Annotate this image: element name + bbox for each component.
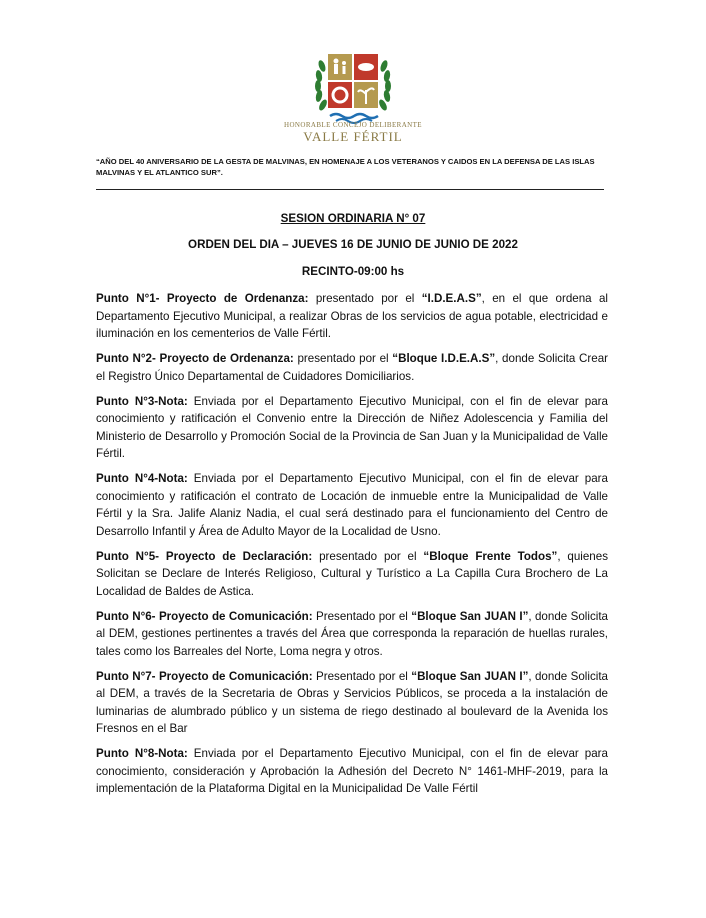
item-text: presentado por el	[308, 292, 422, 305]
item-text: Enviada por el Departamento Ejecutivo Municipal, con el fin de elevar para conocimiento y ratificación el contrato de Locación de inmueble entre la Municipalidad de Valle Fértil y la Sra. Jalife Alaniz Nadia, el cual será destinado para el funcionamiento del Centro de Desarrollo Infantil y Área de Adulto Mayor de la Localidad de Usno.	[96, 472, 608, 538]
item-label: Punto N°1- Proyecto de Ordenanza:	[96, 292, 309, 305]
item-sponsor: “Bloque Frente Todos”	[423, 549, 558, 563]
item-label: Punto N°5- Proyecto de Declaración:	[96, 549, 313, 563]
agenda-item	[96, 393, 608, 463]
motto-text: “AÑO DEL 40 ANIVERSARIO DE LA GESTA DE MALVINAS, EN HOMENAJE A LOS VETERANOS Y CAIDOS EN LA DEFENSA DE LAS ISLAS MALVINAS Y EL ATLANTICO SUR”.	[96, 157, 595, 177]
item-text: Enviada por el Departamento Ejecutivo Municipal, con el fin de elevar para conocimiento y ratificación el Convenio entre la Dirección de Niñez Adolescencia y Familia del Ministerio de Desarrollo y Promoción Social de la Provincia de San Juan y la Municipalidad de Valle Fértil.	[96, 394, 608, 460]
header-divider	[96, 189, 604, 190]
laurel-left-icon	[315, 59, 329, 111]
venue-time: RECINTO-09:00 hs	[301, 265, 405, 278]
session-title: SESION ORDINARIA N° 07	[280, 212, 426, 225]
item-text: , donde Solicita Crear el Registro Único Departamental de Cuidadores Domiciliarios.	[96, 352, 608, 383]
item-label: Punto N°8-Nota:	[96, 747, 188, 760]
agenda-list	[96, 290, 608, 805]
item-text: presentado por el	[293, 352, 393, 365]
item-sponsor: “Bloque I.D.E.A.S”	[392, 352, 496, 365]
item-text: , donde Solicita al DEM, a través de la Secretaria de Obras y Servicios Públicos, se proceda a la instalación de luminarias de alumbrado público y un sistema de riego destinado al boulevard de la Avenida los Fresnos en el Bar	[96, 669, 608, 735]
item-text: , en el que ordena al Departamento Ejecutivo Municipal, a realizar Obras de los servicios de agua potable, electricidad e iluminación en los cementerios de Valle Fértil.	[96, 292, 608, 340]
item-text: Enviada por el Departamento Ejecutivo Municipal, con el fin de elevar para conocimiento, consideración y Aprobación la Adhesión del Decreto N° 1461-MHF-2019, para la implementación de la Plataforma Digital en la Municipalidad De Valle Fértil	[96, 747, 608, 795]
item-text: , quienes Solicitan se Declare de Interés Religioso, Cultural y Turístico a La Capilla Cura Brochero de La Localidad de Baldes de Astica.	[96, 549, 608, 598]
water-icon	[330, 114, 378, 118]
item-sponsor: “Bloque San JUAN I”	[411, 609, 529, 623]
org-name-line2: VALLE FÉRTIL	[303, 129, 403, 144]
agenda-item	[96, 668, 608, 738]
item-text: presentado por el	[312, 549, 424, 563]
agenda-item	[96, 290, 608, 343]
item-label: Punto N°2- Proyecto de Ordenanza:	[96, 352, 294, 365]
agenda-item	[96, 350, 608, 385]
agenda-item	[96, 470, 608, 540]
item-label: Punto N°6- Proyecto de Comunicación:	[96, 609, 313, 623]
item-sponsor: “Bloque San JUAN I”	[411, 669, 529, 683]
item-sponsor: “I.D.E.A.S”	[421, 292, 482, 305]
item-text: Presentado por el	[312, 669, 412, 683]
agenda-item	[96, 745, 608, 798]
item-text: , donde Solicita al DEM, gestiones pertinentes a través del Área que corresponda la reparación de huellas rurales, tales como los Barreales del Norte, Loma negra y otros.	[96, 609, 608, 658]
item-text: Presentado por el	[312, 609, 412, 623]
item-label: Punto N°3-Nota:	[96, 394, 188, 408]
agenda-item	[96, 608, 608, 661]
item-label: Punto N°4-Nota:	[96, 472, 188, 485]
agenda-title: ORDEN DEL DIA – JUEVES 16 DE JUNIO DE JUNIO DE 2022	[188, 238, 518, 251]
laurel-right-icon	[378, 59, 392, 111]
org-name-line1: HONORABLE CONCEJO DELIBERANTE	[284, 121, 422, 129]
shield-icon	[328, 54, 378, 108]
agenda-item	[96, 548, 608, 601]
item-label: Punto N°7- Proyecto de Comunicación:	[96, 669, 313, 683]
